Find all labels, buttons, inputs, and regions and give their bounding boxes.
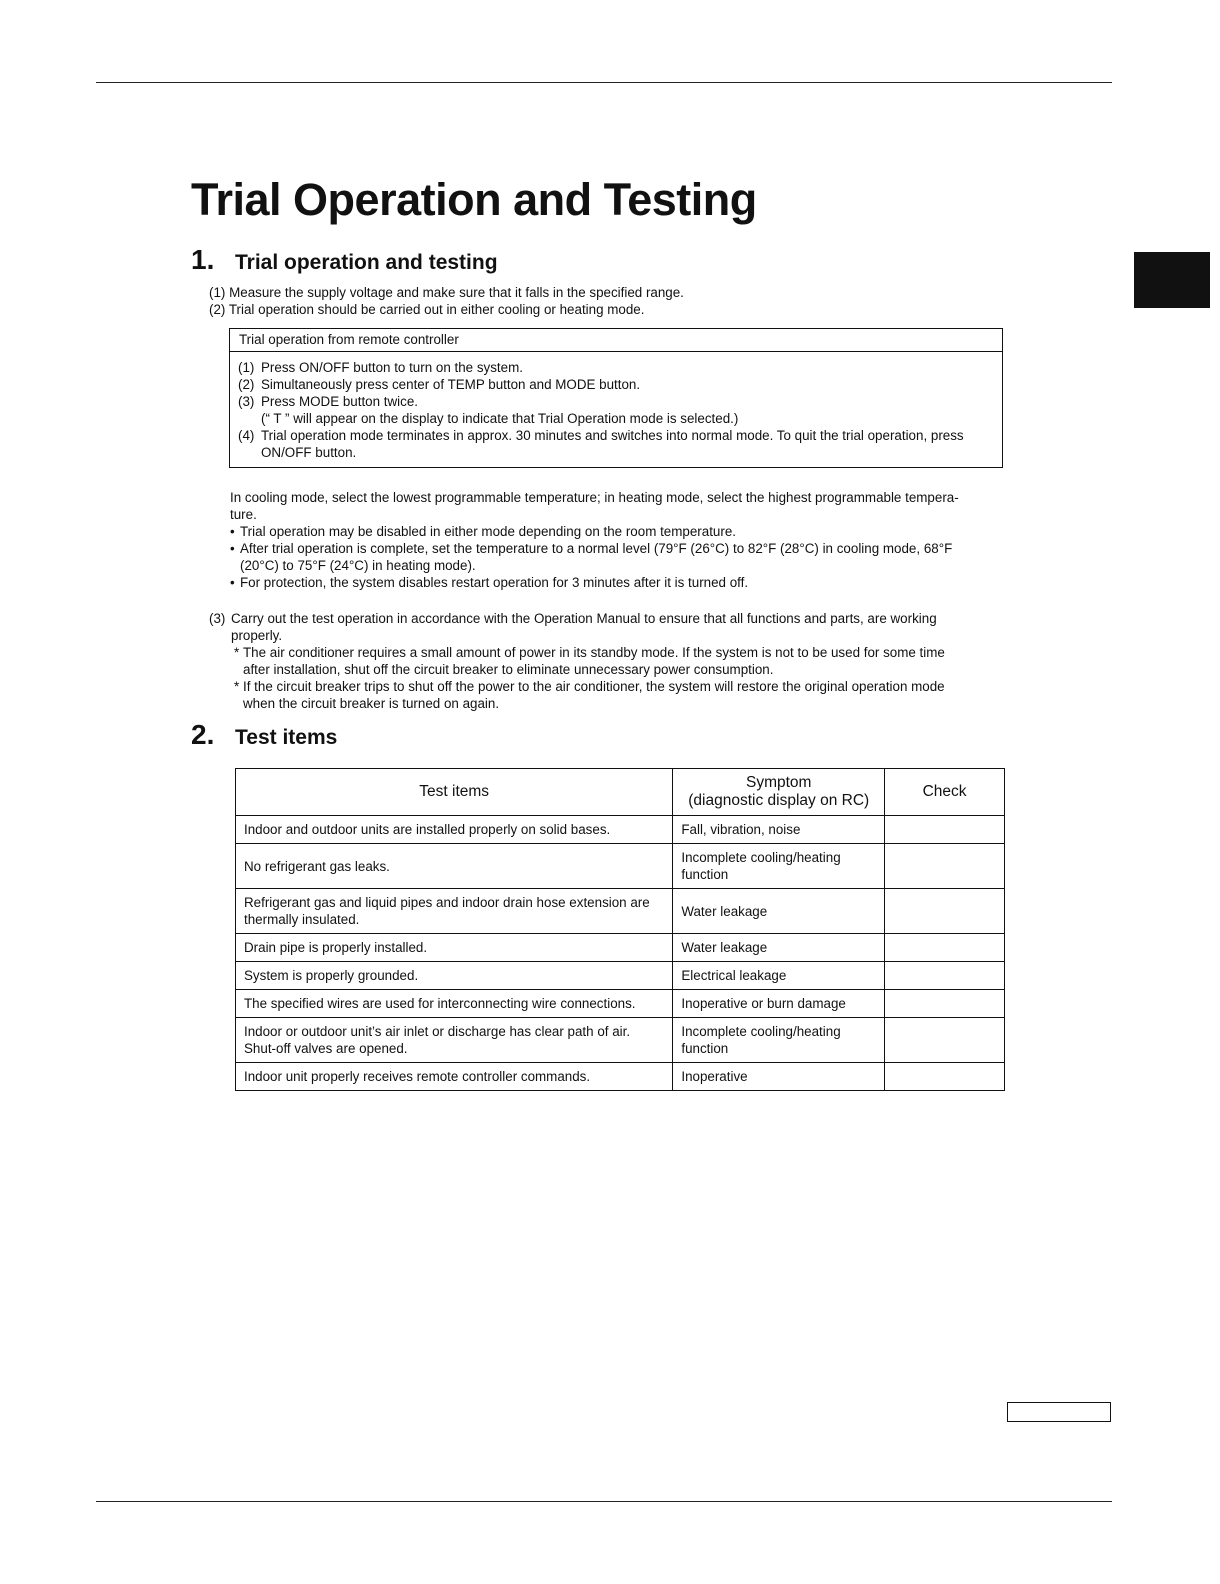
note-item	[209, 678, 999, 695]
section-tab-marker	[1134, 252, 1210, 308]
box-step-text: Simultaneously press center of TEMP button and MODE button.	[261, 377, 641, 392]
box-header: Trial operation from remote controller	[230, 329, 1002, 352]
test-items-table	[235, 768, 1005, 1091]
box-step-text: Trial operation mode terminates in approx. 30 minutes and switches into normal mode. To quit the trial operation, press	[261, 428, 964, 443]
check-cell[interactable]	[885, 962, 1005, 990]
check-cell[interactable]	[885, 844, 1005, 889]
symptom-header-line: Symptom	[746, 774, 812, 791]
bullet-item	[230, 574, 1010, 591]
test-item-cell: Indoor unit properly receives remote controller commands.	[236, 1063, 673, 1091]
temperature-notes	[230, 489, 1010, 591]
box-step-number: (1)	[238, 360, 255, 375]
table-row	[236, 1018, 1005, 1063]
symptom-cell: Incomplete cooling/heating function	[673, 1018, 885, 1063]
note-text: If the circuit breaker trips to shut off the power to the air conditioner, the system will restore the original operation mode	[243, 679, 945, 694]
remote-controller-box	[229, 328, 1003, 468]
section-2-title: Test items	[235, 726, 338, 749]
bullet-text: After trial operation is complete, set the temperature to a normal level (79°F (26°C) to 82°F (28°C) in cooling mode, 68°F	[240, 541, 953, 556]
symptom-cell: Fall, vibration, noise	[673, 816, 885, 844]
section-2-heading	[191, 719, 337, 751]
symptom-cell: Inoperative	[673, 1063, 885, 1091]
bullet-icon: •	[230, 575, 235, 590]
box-step-number: (2)	[238, 377, 255, 392]
bullet-text: For protection, the system disables restart operation for 3 minutes after it is turned off.	[240, 575, 749, 590]
bullet-icon: •	[230, 541, 235, 556]
bullet-item	[230, 523, 1010, 540]
symptom-cell: Water leakage	[673, 889, 885, 934]
bullet-icon: •	[230, 524, 235, 539]
note-item	[209, 644, 999, 661]
item-1-number: (1)	[209, 285, 226, 300]
column-header-symptom	[673, 769, 885, 816]
table-row	[236, 889, 1005, 934]
section-1-number: 1.	[191, 244, 215, 275]
asterisk-icon: *	[234, 645, 240, 660]
page-number-box	[1007, 1402, 1111, 1422]
bullet-continuation: (20°C) to 75°F (24°C) in heating mode).	[240, 558, 476, 573]
test-item-cell: Drain pipe is properly installed.	[236, 934, 673, 962]
item-2-text: Trial operation should be carried out in either cooling or heating mode.	[228, 302, 645, 317]
box-step-text: Press MODE button twice.	[261, 394, 419, 409]
box-step-number: (4)	[238, 428, 255, 443]
box-step-number: (3)	[238, 394, 255, 409]
note-text: The air conditioner requires a small amount of power in its standby mode. If the system is not to be used for some time	[243, 645, 945, 660]
box-step-4-continuation: ON/OFF button.	[261, 445, 357, 460]
item-2-number: (2)	[209, 302, 226, 317]
section-1-heading	[191, 244, 498, 276]
check-cell[interactable]	[885, 889, 1005, 934]
box-step	[238, 393, 994, 410]
box-step	[238, 359, 994, 376]
test-item-cell: Refrigerant gas and liquid pipes and indoor drain hose extension are thermally insulated.	[236, 889, 673, 934]
column-header-check: Check	[885, 769, 1005, 816]
item-3-number: (3)	[209, 611, 226, 626]
symptom-cell: Inoperative or burn damage	[673, 990, 885, 1018]
box-step-3-note: (“ T ” will appear on the display to indicate that Trial Operation mode is selected.)	[261, 411, 739, 426]
table-row	[236, 1063, 1005, 1091]
section-2-number: 2.	[191, 719, 215, 750]
table-row	[236, 934, 1005, 962]
item-1	[209, 284, 684, 301]
check-cell[interactable]	[885, 1018, 1005, 1063]
bullet-item	[230, 540, 1010, 557]
check-cell[interactable]	[885, 1063, 1005, 1091]
test-item-cell: No refrigerant gas leaks.	[236, 844, 673, 889]
footer-rule	[96, 1501, 1112, 1502]
item-3-text: Carry out the test operation in accordance with the Operation Manual to ensure that all functions and parts, are working	[231, 611, 937, 626]
column-header-test-items: Test items	[236, 769, 673, 816]
note-continuation: when the circuit breaker is turned on again.	[243, 696, 500, 711]
section-1-title: Trial operation and testing	[235, 251, 498, 274]
symptom-cell: Electrical leakage	[673, 962, 885, 990]
notes-line: In cooling mode, select the lowest programmable temperature; in heating mode, select the highest programmable tempera-	[230, 490, 959, 505]
symptom-cell: Incomplete cooling/heating function	[673, 844, 885, 889]
item-3	[209, 610, 999, 712]
table-row	[236, 990, 1005, 1018]
test-item-cell: System is properly grounded.	[236, 962, 673, 990]
table-row	[236, 844, 1005, 889]
box-step-text: Press ON/OFF button to turn on the system.	[261, 360, 523, 375]
check-cell[interactable]	[885, 934, 1005, 962]
symptom-header-line: (diagnostic display on RC)	[688, 792, 870, 809]
box-step	[238, 427, 994, 444]
item-2	[209, 301, 644, 318]
page-title: Trial Operation and Testing	[191, 174, 757, 225]
asterisk-icon: *	[234, 679, 240, 694]
box-step	[238, 376, 994, 393]
item-3-line	[209, 610, 999, 627]
note-continuation: after installation, shut off the circuit breaker to eliminate unnecessary power consumption.	[243, 662, 774, 677]
item-3-continuation: properly.	[231, 628, 283, 643]
table-header-row	[236, 769, 1005, 816]
symptom-cell: Water leakage	[673, 934, 885, 962]
header-rule	[96, 82, 1112, 83]
box-body	[230, 352, 1002, 461]
check-cell[interactable]	[885, 816, 1005, 844]
check-cell[interactable]	[885, 990, 1005, 1018]
test-item-cell: The specified wires are used for interconnecting wire connections.	[236, 990, 673, 1018]
bullet-text: Trial operation may be disabled in either mode depending on the room temperature.	[240, 524, 736, 539]
test-item-cell: Indoor and outdoor units are installed properly on solid bases.	[236, 816, 673, 844]
test-item-cell: Indoor or outdoor unit’s air inlet or discharge has clear path of air. Shut-off valves are opened.	[236, 1018, 673, 1063]
item-1-text: Measure the supply voltage and make sure that it falls in the specified range.	[229, 285, 684, 300]
table-row	[236, 962, 1005, 990]
table-row	[236, 816, 1005, 844]
notes-line: ture.	[230, 507, 257, 522]
